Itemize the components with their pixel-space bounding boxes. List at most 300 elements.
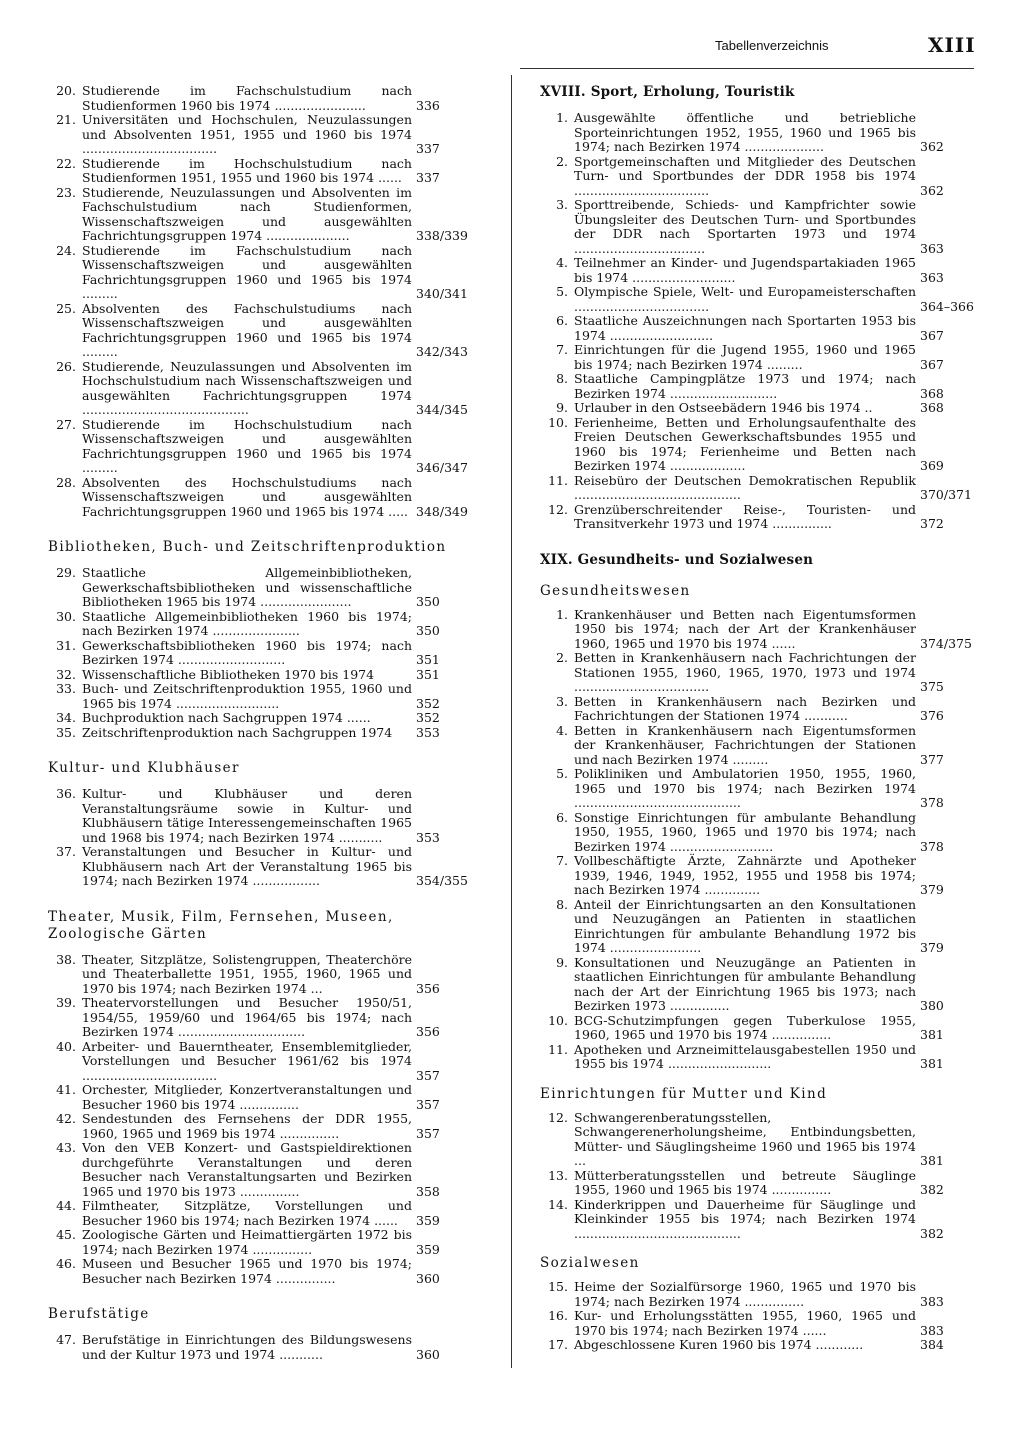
entry-body [574, 695, 976, 724]
entry-number: 43. [56, 1140, 76, 1155]
entry-number: 32. [56, 666, 76, 682]
entry-body [82, 360, 480, 418]
entry-body [574, 1169, 976, 1198]
table-entry [48, 953, 480, 997]
entry-body [574, 343, 976, 372]
left-column [48, 84, 480, 1362]
entry-page: 353 [416, 724, 440, 740]
entry-body [574, 314, 976, 343]
entry-title: Theater, Sitzplätze, Solistengruppen, Theaterchöre und Theaterballette 1951, 1955, 1960, 1965 und 1970 bis 1974; nach Bezirken 1974 ... [82, 951, 412, 996]
table-entry [540, 111, 976, 155]
entry-page: 348/349 [416, 503, 468, 519]
entry-page: 384 [920, 1337, 944, 1352]
table-entry [48, 1333, 480, 1362]
entry-number: 4. [556, 722, 568, 738]
entry-page: 351 [416, 652, 440, 667]
entry-title: Wissenschaftliche Bibliotheken 1970 bis 1974 [82, 666, 375, 682]
entry-page: 378 [920, 838, 944, 854]
entry-body [574, 898, 976, 956]
entry-page: 351 [416, 666, 440, 682]
entry-title: Studierende im Fachschulstudium nach Studienformen 1960 bis 1974 ....................... [82, 83, 412, 113]
entry-page: 368 [920, 400, 944, 415]
entry-page: 377 [920, 751, 944, 767]
entry-title: Kur- und Erholungsstätten 1955, 1960, 1965 und 1970 bis 1974; nach Bezirken 1974 ...... [574, 1308, 916, 1338]
entry-number: 20. [56, 83, 76, 98]
table-entry [540, 811, 976, 855]
entry-page: 337 [416, 170, 440, 185]
entry-page: 358 [416, 1183, 440, 1199]
entry-title: Studierende, Neuzulassungen und Absolventen im Hochschulstudium nach Wissenschaftszweigen und ausgewählten Fachrichtungsgruppen 1974 .......................................... [82, 358, 412, 417]
entry-title: Urlauber in den Ostseebädern 1946 bis 1974 .. [574, 400, 873, 415]
entry-number: 6. [556, 313, 568, 328]
entry-number: 34. [56, 710, 76, 725]
entry-title: Staatliche Auszeichnungen nach Sportarten 1953 bis 1974 .......................... [574, 313, 916, 343]
entry-title: Staatliche Campingplätze 1973 und 1974; nach Bezirken 1974 ........................... [574, 371, 916, 401]
entry-body [574, 256, 976, 285]
entry-body [82, 726, 480, 741]
entry-body [82, 682, 480, 711]
table-entry [540, 314, 976, 343]
entry-page: 376 [920, 708, 944, 723]
entry-list [48, 1333, 480, 1362]
entry-title: Polikliniken und Ambulatorien 1950, 1955, 1960, 1965 und 1970 bis 1974; nach Bezirken 1974 .......................................... [574, 766, 916, 810]
table-entry [540, 285, 976, 314]
entry-list [48, 84, 480, 519]
entry-page: 374/375 [920, 635, 972, 651]
table-entry [540, 956, 976, 1014]
entry-title: Kultur- und Klubhäuser und deren Veranstaltungsräume sowie in Kultur- und Klubhäusern tätige Interessengemeinschaften 1965 und 1968 bis 1974; nach Bezirken 1974 ........... [82, 786, 412, 845]
entry-body [82, 566, 480, 610]
entry-body [574, 503, 976, 532]
chapter-heading [540, 552, 976, 569]
column-divider [511, 75, 512, 1368]
entry-page: 370/371 [920, 487, 972, 502]
table-entry [540, 1014, 976, 1043]
entry-page: 367 [920, 327, 944, 343]
entry-number: 44. [56, 1198, 76, 1213]
entry-page: 344/345 [416, 402, 468, 417]
entry-page: 350 [416, 594, 440, 609]
entry-body [82, 787, 480, 845]
entry-body [82, 711, 480, 726]
entry-title: Zoologische Gärten und Heimattiergärten 1972 bis 1974; nach Bezirken 1974 ............... [82, 1227, 412, 1257]
entry-title: Sonstige Einrichtungen für ambulante Behandlung 1950, 1955, 1960, 1965 und 1970 bis 1974; nach Bezirken 1974 .......................... [574, 809, 916, 854]
table-entry [48, 845, 480, 889]
entry-number: 24. [56, 242, 76, 258]
entry-body [82, 244, 480, 302]
table-entry [540, 401, 976, 416]
entry-page: 357 [416, 1125, 440, 1141]
entry-body [574, 651, 976, 695]
entry-title: Einrichtungen für die Jugend 1955, 1960 und 1965 bis 1974; nach Bezirken 1974 ......... [574, 342, 916, 372]
entry-number: 6. [556, 809, 568, 825]
table-entry [48, 682, 480, 711]
entry-body [574, 372, 976, 401]
entry-body [82, 1228, 480, 1257]
entry-number: 11. [548, 472, 568, 488]
entry-body [82, 1040, 480, 1084]
entry-number: 40. [56, 1038, 76, 1054]
entry-page: 346/347 [416, 460, 468, 475]
entry-body [82, 1083, 480, 1112]
table-entry [48, 476, 480, 520]
entry-title: Theatervorstellungen und Besucher 1950/51, 1954/55, 1959/60 und 1964/65 bis 1974; nach Bezirken 1974 ................................ [82, 995, 412, 1039]
entry-body [82, 476, 480, 520]
entry-title: Von den VEB Konzert- und Gastspieldirektionen durchgeführte Veranstaltungen und deren Besucher nach Veranstaltungsarten und Bezirken 1965 und 1970 bis 1973 ............... [82, 1140, 412, 1199]
entry-number: 22. [56, 155, 76, 171]
entry-title: Ausgewählte öffentliche und betriebliche Sporteinrichtungen 1952, 1955, 1960 und 1965 bis 1974; nach Bezirken 1974 .................... [574, 110, 916, 154]
entry-body [82, 186, 480, 244]
entry-page: 367 [920, 356, 944, 372]
entry-page: 356 [416, 1024, 440, 1039]
entry-body [574, 285, 976, 314]
entry-title: Universitäten und Hochschulen, Neuzulassungen und Absolventen 1951, 1955 und 1960 bis 1974 .................................. [82, 112, 412, 156]
entry-title: Museen und Besucher 1965 und 1970 bis 1974; Besucher nach Bezirken 1974 ............... [82, 1256, 412, 1286]
entry-page: 354/355 [416, 873, 468, 888]
entry-page: 379 [920, 940, 944, 955]
entry-title: Studierende, Neuzulassungen und Absolventen im Fachschulstudium nach Studienformen, Wissenschaftszweigen und ausgewählten Fachrichtungsgruppen 1974 ..................... [82, 184, 412, 243]
table-entry [540, 372, 976, 401]
entry-list [540, 1280, 976, 1353]
entry-page: 340/341 [416, 286, 468, 301]
table-entry [540, 695, 976, 724]
entry-body [82, 668, 480, 683]
entry-number: 12. [548, 1109, 568, 1125]
table-entry [48, 157, 480, 186]
entry-title: Mütterberatungsstellen und betreute Säuglinge 1955, 1960 und 1965 bis 1974 ............... [574, 1167, 916, 1197]
entry-number: 39. [56, 995, 76, 1010]
entry-page: 357 [416, 1096, 440, 1112]
entry-body [82, 1199, 480, 1228]
entry-title: Buchproduktion nach Sachgruppen 1974 ...... [82, 710, 371, 725]
entry-number: 38. [56, 951, 76, 967]
entry-title: Staatliche Allgemeinbibliotheken, Gewerkschaftsbibliotheken und wissenschaftliche Bibliotheken 1965 bis 1974 ....................... [82, 565, 412, 609]
entry-number: 2. [556, 153, 568, 169]
table-entry [540, 155, 976, 199]
table-entry [48, 639, 480, 668]
entry-body [574, 956, 976, 1014]
entry-title: Konsultationen und Neuzugänge an Patienten in staatlichen Einrichtungen für ambulante Behandlung nach der Art der Einrichtung 1965 bis 1973; nach Bezirken 1973 ............... [574, 954, 916, 1013]
table-entry [48, 1141, 480, 1199]
entry-number: 36. [56, 786, 76, 801]
entry-number: 31. [56, 637, 76, 653]
entry-number: 8. [556, 371, 568, 386]
entry-page: 378 [920, 795, 944, 810]
entry-list [540, 608, 976, 1072]
entry-body [82, 113, 480, 157]
entry-title: Studierende im Hochschulstudium nach Wissenschaftszweigen und ausgewählten Fachrichtungsgruppen 1960 und 1965 bis 1974 ......... [82, 416, 412, 475]
entry-page: 380 [920, 998, 944, 1013]
table-entry [540, 343, 976, 372]
entry-body [82, 1333, 480, 1362]
entry-page: 372 [920, 516, 944, 531]
entry-title: Berufstätige in Einrichtungen des Bildungswesens und der Kultur 1973 und 1974 ........... [82, 1332, 412, 1362]
entry-body [574, 854, 976, 898]
entry-body [574, 416, 976, 474]
entry-body [574, 1014, 976, 1043]
entry-body [82, 996, 480, 1040]
entry-title: Buch- und Zeitschriftenproduktion 1955, 1960 und 1965 bis 1974 .......................... [82, 681, 412, 711]
entry-title: Apotheken und Arzneimittelausgabestellen 1950 und 1955 bis 1974 .......................... [574, 1041, 916, 1071]
entry-number: 8. [556, 896, 568, 912]
entry-number: 35. [56, 724, 76, 740]
section-heading: Theater, Musik, Film, Fernsehen, Museen, Zoologische Gärten [48, 908, 394, 942]
page-number: XIII [928, 33, 976, 57]
running-header-title: Tabellenverzeichnis [715, 38, 829, 53]
entry-number: 29. [56, 565, 76, 580]
entry-body [574, 724, 976, 768]
entry-page: 350 [416, 623, 440, 638]
entry-number: 26. [56, 358, 76, 374]
table-entry [48, 186, 480, 244]
entry-body [574, 1198, 976, 1242]
entry-page: 360 [416, 1270, 440, 1286]
entry-body [574, 1280, 976, 1309]
entry-list [48, 566, 480, 740]
entry-page: 381 [920, 1153, 944, 1168]
table-entry [48, 1199, 480, 1228]
entry-number: 5. [556, 766, 568, 781]
entry-body [574, 401, 976, 416]
entry-page: 363 [920, 269, 944, 285]
entry-body [574, 111, 976, 155]
table-entry [540, 854, 976, 898]
table-entry [540, 608, 976, 652]
entry-title: Studierende im Fachschulstudium nach Wissenschaftszweigen und ausgewählten Fachrichtungsgruppen 1960 und 1965 bis 1974 ......... [82, 242, 412, 301]
table-entry [48, 1228, 480, 1257]
table-entry [48, 1112, 480, 1141]
table-entry [540, 503, 976, 532]
table-entry [48, 566, 480, 610]
table-entry [540, 724, 976, 768]
entry-list [48, 787, 480, 889]
entry-page: 363 [920, 240, 944, 256]
table-entry [540, 1280, 976, 1309]
entry-body [574, 1043, 976, 1072]
entry-number: 9. [556, 954, 568, 970]
entry-number: 14. [548, 1196, 568, 1212]
entry-page: 364–366 [920, 298, 974, 314]
entry-number: 2. [556, 650, 568, 665]
entry-body [82, 84, 480, 113]
entry-title: BCG-Schutzimpfungen gegen Tuberkulose 1955, 1960, 1965 und 1970 bis 1974 ............... [574, 1012, 916, 1042]
chapter-numeral: XVIII. [540, 84, 586, 100]
table-entry [540, 1169, 976, 1198]
entry-number: 13. [548, 1167, 568, 1183]
entry-page: 356 [416, 980, 440, 996]
entry-title: Betten in Krankenhäusern nach Eigentumsformen der Krankenhäuser, Fachrichtungen der Stationen und nach Bezirken 1974 ......... [574, 722, 916, 767]
entry-title: Sporttreibende, Schieds- und Kampfrichter sowie Übungsleiter des Deutschen Turn- und Sportbundes der DDR nach Sportarten 1973 und 1974 ................................. [574, 197, 916, 256]
entry-title: Reisebüro der Deutschen Demokratischen Republik .......................................... [574, 472, 916, 502]
entry-title: Sendestunden des Fernsehens der DDR 1955, 1960, 1965 und 1969 bis 1974 ............... [82, 1111, 412, 1141]
entry-page: 383 [920, 1322, 944, 1338]
entry-title: Zeitschriftenproduktion nach Sachgruppen 1974 [82, 724, 393, 740]
entry-list [540, 111, 976, 532]
entry-body [574, 1309, 976, 1338]
entry-number: 27. [56, 416, 76, 432]
chapter-title: Gesundheits- und Sozialwesen [577, 551, 814, 568]
entry-title: Krankenhäuser und Betten nach Eigentumsformen 1950 bis 1974; nach der Art der Krankenhäuser 1960, 1965 und 1970 bis 1974 ...... [574, 606, 916, 651]
entry-page: 369 [920, 458, 944, 473]
entry-body [574, 811, 976, 855]
table-entry [540, 474, 976, 503]
table-entry [540, 198, 976, 256]
entry-title: Arbeiter- und Bauerntheater, Ensemblemitglieder, Vorstellungen und Besucher 1961/62 bis 1974 .................................. [82, 1038, 412, 1083]
chapter-title: Sport, Erholung, Touristik [590, 84, 795, 100]
section-heading: Kultur- und Klubhäuser [48, 760, 240, 776]
table-entry [540, 1338, 976, 1353]
entry-number: 4. [556, 255, 568, 270]
entry-title: Schwangerenberatungsstellen, Schwangerenerholungsheime, Entbindungsbetten, Mütter- und Säuglingsheime 1960 und 1965 bis 1974 ... [574, 1109, 916, 1168]
entry-number: 3. [556, 693, 568, 709]
entry-number: 3. [556, 197, 568, 212]
entry-page: 338/339 [416, 228, 468, 243]
entry-page: 359 [416, 1241, 440, 1257]
entry-number: 5. [556, 284, 568, 299]
entry-number: 9. [556, 400, 568, 415]
entry-number: 7. [556, 853, 568, 868]
entry-body [82, 157, 480, 186]
entry-number: 1. [556, 110, 568, 125]
table-entry [48, 302, 480, 360]
entry-page: 362 [920, 182, 944, 198]
right-column [540, 84, 976, 1353]
table-entry [540, 1043, 976, 1072]
entry-title: Filmtheater, Sitzplätze, Vorstellungen und Besucher 1960 bis 1974; nach Bezirken 1974 ...... [82, 1198, 412, 1228]
table-entry [48, 610, 480, 639]
table-entry [48, 244, 480, 302]
entry-page: 352 [416, 695, 440, 711]
entry-number: 15. [548, 1279, 568, 1294]
entry-title: Abgeschlossene Kuren 1960 bis 1974 ............ [574, 1337, 864, 1352]
entry-page: 342/343 [416, 344, 468, 359]
entry-page: 360 [416, 1346, 440, 1362]
table-entry [48, 668, 480, 683]
entry-body [82, 418, 480, 476]
entry-number: 10. [548, 414, 568, 430]
entry-page: 382 [920, 1225, 944, 1241]
table-entry [540, 1309, 976, 1338]
table-entry [48, 996, 480, 1040]
entry-title: Absolventen des Hochschulstudiums nach Wissenschaftszweigen und ausgewählten Fachrichtungsgruppen 1960 und 1965 bis 1974 ..... [82, 474, 412, 519]
table-entry [540, 898, 976, 956]
section-heading: Bibliotheken, Buch- und Zeitschriftenproduktion [48, 539, 447, 555]
subsection-heading: Einrichtungen für Mutter und Kind [540, 1085, 828, 1102]
entry-page: 357 [416, 1067, 440, 1083]
entry-body [574, 1111, 976, 1169]
entry-title: Betten in Krankenhäusern nach Bezirken und Fachrichtungen der Stationen 1974 ........... [574, 693, 916, 723]
entry-number: 42. [56, 1111, 76, 1126]
entry-title: Absolventen des Fachschulstudiums nach Wissenschaftszweigen und ausgewählten Fachrichtungsgruppen 1960 und 1965 bis 1974 ......... [82, 300, 412, 359]
entry-page: 383 [920, 1293, 944, 1309]
entry-page: 359 [416, 1212, 440, 1228]
entry-page: 336 [416, 97, 440, 113]
entry-page: 353 [416, 829, 440, 845]
entry-number: 33. [56, 681, 76, 696]
chapter-numeral: XIX. [540, 551, 573, 568]
entry-body [82, 845, 480, 889]
entry-page: 379 [920, 882, 944, 897]
table-entry [48, 711, 480, 726]
subsection-heading: Gesundheitswesen [540, 582, 691, 599]
entry-body [574, 198, 976, 256]
entry-body [82, 1257, 480, 1286]
entry-title: Anteil der Einrichtungsarten an den Konsultationen und Neuzugängen an Patienten in staatlichen Einrichtungen für ambulante Behandlung 1972 bis 1974 ....................... [574, 896, 916, 955]
entry-page: 381 [920, 1027, 944, 1042]
entry-title: Kinderkrippen und Dauerheime für Säuglinge und Kleinkinder 1955 bis 1974; nach Bezirken 1974 .......................................... [574, 1196, 916, 1241]
table-entry [48, 787, 480, 845]
entry-number: 12. [548, 501, 568, 517]
chapter-heading [540, 84, 976, 101]
header-rule [520, 68, 974, 69]
entry-page: 337 [416, 141, 440, 156]
entry-number: 41. [56, 1082, 76, 1097]
entry-number: 25. [56, 300, 76, 316]
entry-title: Studierende im Hochschulstudium nach Studienformen 1951, 1955 und 1960 bis 1974 ...... [82, 155, 412, 185]
entry-body [82, 610, 480, 639]
entry-number: 21. [56, 112, 76, 127]
entry-page: 381 [920, 1056, 944, 1071]
entry-number: 46. [56, 1256, 76, 1271]
entry-body [82, 302, 480, 360]
entry-page: 362 [920, 139, 944, 154]
entry-page: 368 [920, 385, 944, 401]
table-entry [48, 360, 480, 418]
entry-title: Heime der Sozialfürsorge 1960, 1965 und 1970 bis 1974; nach Bezirken 1974 ............... [574, 1279, 916, 1309]
entry-title: Teilnehmer an Kinder- und Jugendspartakiaden 1965 bis 1974 .......................... [574, 255, 916, 285]
entry-body [574, 155, 976, 199]
subsection-heading: Sozialwesen [540, 1255, 640, 1271]
entry-list [48, 953, 480, 1287]
entry-body [82, 639, 480, 668]
entry-number: 11. [548, 1041, 568, 1057]
entry-title: Gewerkschaftsbibliotheken 1960 bis 1974; nach Bezirken 1974 ........................... [82, 637, 412, 667]
entry-page: 352 [416, 710, 440, 725]
entry-page: 382 [920, 1182, 944, 1197]
entry-number: 23. [56, 184, 76, 200]
entry-number: 7. [556, 342, 568, 357]
entry-body [574, 767, 976, 811]
entry-title: Grenzüberschreitender Reise-, Touristen- und Transitverkehr 1973 und 1974 ............... [574, 501, 916, 531]
table-entry [540, 1198, 976, 1242]
table-entry [540, 256, 976, 285]
entry-page: 375 [920, 679, 944, 694]
table-entry [48, 113, 480, 157]
entry-body [82, 953, 480, 997]
entry-number: 10. [548, 1012, 568, 1028]
table-entry [48, 726, 480, 741]
entry-title: Vollbeschäftigte Ärzte, Zahnärzte und Apotheker 1939, 1946, 1949, 1952, 1955 und 1958 bis 1974; nach Bezirken 1974 .............. [574, 853, 916, 897]
table-entry [48, 418, 480, 476]
entry-body [82, 1141, 480, 1199]
entry-number: 47. [56, 1332, 76, 1347]
entry-number: 37. [56, 844, 76, 859]
table-entry [48, 1257, 480, 1286]
entry-number: 17. [548, 1337, 568, 1352]
entry-title: Orchester, Mitglieder, Konzertveranstaltungen und Besucher 1960 bis 1974 ............... [82, 1082, 412, 1112]
table-entry [48, 1083, 480, 1112]
entry-title: Ferienheime, Betten und Erholungsaufenthalte des Freien Deutschen Gewerkschaftsbundes 1955 und 1960 bis 1974; Ferienheime und Betten nach Bezirken 1974 ................... [574, 414, 916, 473]
entry-title: Olympische Spiele, Welt- und Europameisterschaften .................................. [574, 284, 916, 314]
entry-number: 16. [548, 1308, 568, 1323]
entry-number: 45. [56, 1227, 76, 1242]
entry-body [574, 1338, 976, 1353]
entry-number: 1. [556, 606, 568, 622]
entry-title: Staatliche Allgemeinbibliotheken 1960 bis 1974; nach Bezirken 1974 ...................... [82, 608, 412, 638]
section-heading: Berufstätige [48, 1306, 150, 1322]
table-entry [540, 767, 976, 811]
table-entry [48, 1040, 480, 1084]
